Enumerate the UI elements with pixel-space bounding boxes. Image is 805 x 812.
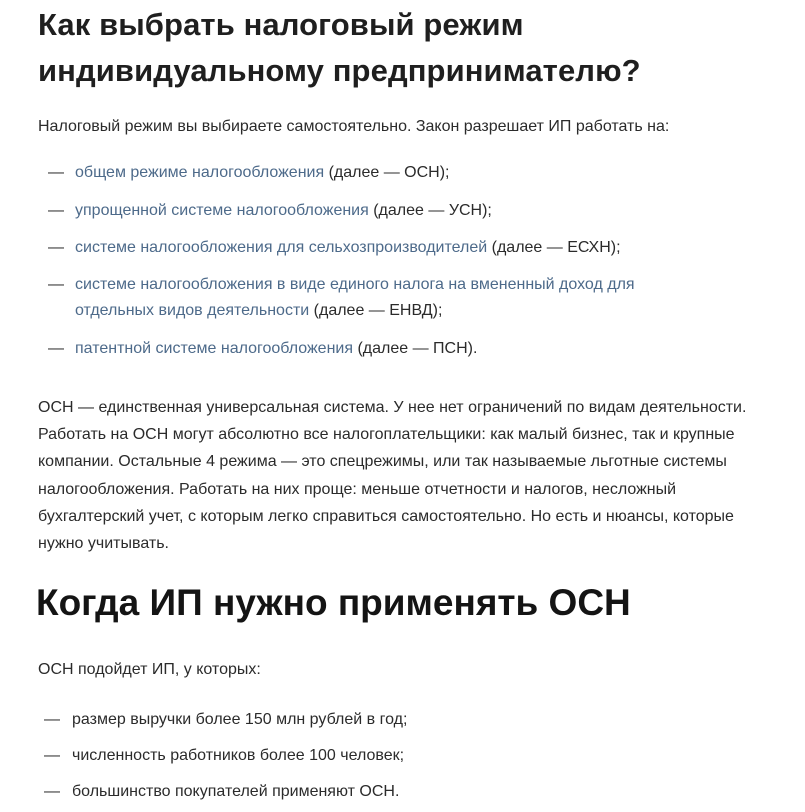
list-item <box>38 707 772 733</box>
item-text: большинство покупателей применяют ОСН. <box>72 783 400 800</box>
item-suffix: (далее — ЕНВД); <box>309 302 443 319</box>
list-item <box>38 336 775 362</box>
osn-intro-paragraph: ОСН подойдет ИП, у которых: <box>38 661 261 678</box>
section-heading-tax-regime <box>38 2 778 94</box>
item-text: размер выручки более 150 млн рублей в год; <box>72 711 408 728</box>
list-item <box>38 235 775 261</box>
list-dash: — <box>48 276 64 293</box>
link-usn[interactable]: упрощенной системе налогообложения <box>75 202 369 219</box>
osn-description-paragraph: ОСН — единственная универсальная система. У нее нет ограничений по видам деятельности. Работать на ОСН могут абсолютно все налогоплательщики: как малый бизнес, так и крупные компании. Остальные 4 режима — это спецрежимы, или так называемые льготные системы налогообложения. Работать на них проще: меньше отчетности и налогов, несложный бухгалтерский учет, с которым легко справиться самостоятельно. Но есть и нюансы, которые нужно учитывать. <box>38 399 747 553</box>
list-item <box>38 779 772 805</box>
section-heading-osn: Когда ИП нужно применять ОСН <box>36 582 631 623</box>
list-item <box>38 743 772 769</box>
item-suffix: (далее — ОСН); <box>324 164 450 181</box>
item-suffix: (далее — ПСН). <box>353 340 478 357</box>
list-dash: — <box>48 239 64 256</box>
list-dash: — <box>48 340 64 357</box>
list-dash: — <box>44 711 60 728</box>
heading-line-2: индивидуальному предпринимателю? <box>38 53 641 88</box>
list-dash: — <box>48 164 64 181</box>
link-psn[interactable]: патентной системе налогообложения <box>75 340 354 357</box>
link-eskhn[interactable]: системе налогообложения для сельхозпроизводителей <box>75 239 488 256</box>
list-dash: — <box>48 202 64 219</box>
item-text: численность работников более 100 человек; <box>72 747 405 764</box>
list-item <box>38 272 715 324</box>
link-envd[interactable]: системе налогообложения в виде единого налога на вмененный доход для отдельных видов деятельности <box>75 276 635 319</box>
list-item <box>38 160 775 186</box>
item-suffix: (далее — УСН); <box>368 202 492 219</box>
link-osn[interactable]: общем режиме налогообложения <box>75 164 325 181</box>
heading-line-1: Как выбрать налоговый режим <box>38 7 524 42</box>
list-dash: — <box>44 747 60 764</box>
list-item <box>38 198 775 224</box>
item-suffix: (далее — ЕСХН); <box>487 239 621 256</box>
intro-paragraph: Налоговый режим вы выбираете самостоятельно. Закон разрешает ИП работать на: <box>38 118 670 135</box>
list-dash: — <box>44 783 60 800</box>
